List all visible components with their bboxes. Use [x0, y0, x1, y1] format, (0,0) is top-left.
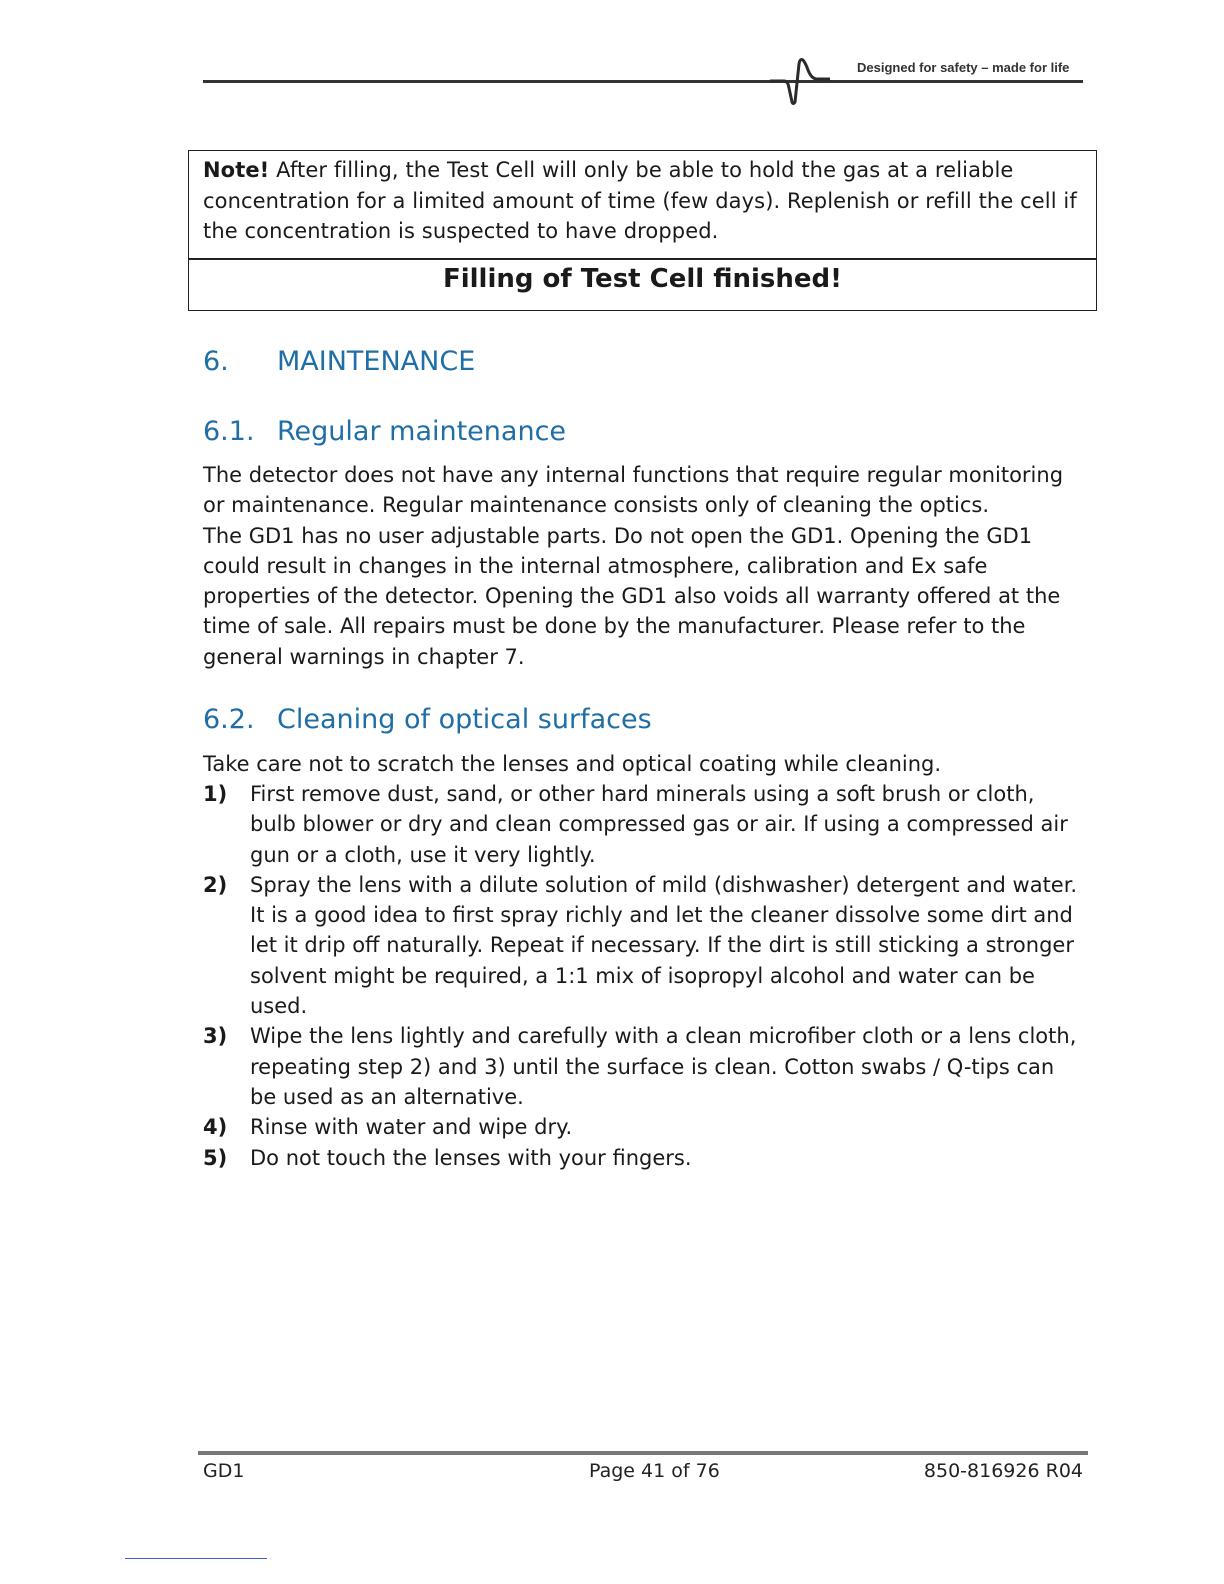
list-item [203, 1021, 1083, 1112]
list-item [203, 779, 1083, 870]
list-item [203, 870, 1083, 1021]
section-heading-maintenance [203, 346, 475, 377]
section-number: 6.2. [203, 704, 255, 735]
footer-page-number: Page 41 of 76 [589, 1460, 720, 1482]
note-label: Note! [203, 158, 270, 182]
section-title: Cleaning of optical surfaces [277, 704, 652, 735]
note-box [188, 150, 1097, 311]
bottom-rule [125, 1558, 267, 1559]
header-tagline: Designed for safety – made for life [857, 60, 1070, 75]
cleaning-steps-list [203, 779, 1083, 1173]
section-title: Regular maintenance [277, 416, 567, 447]
note-body: After filling, the Test Cell will only be able to hold the gas at a reliable concentration for a limited amount of time (few days). Replenish or refill the cell if the concentration is suspected to have dropped. [203, 158, 1077, 243]
paragraph: The detector does not have any internal functions that require regular monitoring or maintenance. Regular maintenance consists only of cleaning the optics. [203, 463, 1064, 518]
section-heading-regular-maintenance [203, 416, 566, 447]
footer-product: GD1 [203, 1460, 245, 1482]
list-item [203, 1143, 1083, 1173]
heartbeat-pulse-icon [770, 52, 830, 112]
step-number: 1) [203, 782, 228, 806]
step-text: Spray the lens with a dilute solution of mild (dishwasher) detergent and water. It is a good idea to first spray richly and let the cleaner dissolve some dirt and let it drip off naturally. Repeat if necessary. If the dirt is still sticking a stronger solvent might be required, a 1:1 mix of isopropyl alcohol and water can be used. [250, 872, 1078, 1019]
footer-rule [198, 1451, 1088, 1455]
section-number: 6.1. [203, 416, 255, 447]
section-heading-cleaning-optical-surfaces [203, 704, 652, 735]
regular-maintenance-body [203, 460, 1083, 672]
section-number: 6. [203, 346, 229, 377]
step-number: 3) [203, 1024, 228, 1049]
note-divider [189, 258, 1096, 260]
section-title: MAINTENANCE [277, 346, 476, 377]
list-item [203, 1112, 1083, 1142]
step-text: Rinse with water and wipe dry. [250, 1115, 573, 1140]
header-rule [203, 80, 1083, 83]
step-text: Do not touch the lenses with your fingers. [250, 1145, 692, 1170]
footer-doc-number: 850-816926 R04 [923, 1460, 1083, 1482]
filling-finished-banner: Filling of Test Cell finished! [442, 264, 843, 294]
paragraph: The GD1 has no user adjustable parts. Do not open the GD1. Opening the GD1 could result in changes in the internal atmosphere, calibration and Ex safe properties of the detector. Opening the GD1 also voids all warranty offered at the time of sale. All repairs must be done by the manufacturer. Please refer to the general warnings in chapter 7. [203, 523, 1061, 669]
step-text: First remove dust, sand, or other hard minerals using a soft brush or cloth, bulb blower or dry and clean compressed gas or air. If using a compressed air gun or a cloth, use it very lightly. [250, 782, 1068, 867]
cleaning-intro: Take care not to scratch the lenses and optical coating while cleaning. [203, 752, 942, 776]
note-text [203, 155, 1083, 247]
step-number: 2) [203, 872, 228, 897]
step-number: 4) [203, 1115, 228, 1140]
step-text: Wipe the lens lightly and carefully with a clean microfiber cloth or a lens cloth, repeating step 2) and 3) until the surface is clean. Cotton swabs / Q-tips can be used as an alternative. [250, 1024, 1077, 1109]
step-number: 5) [203, 1145, 228, 1170]
